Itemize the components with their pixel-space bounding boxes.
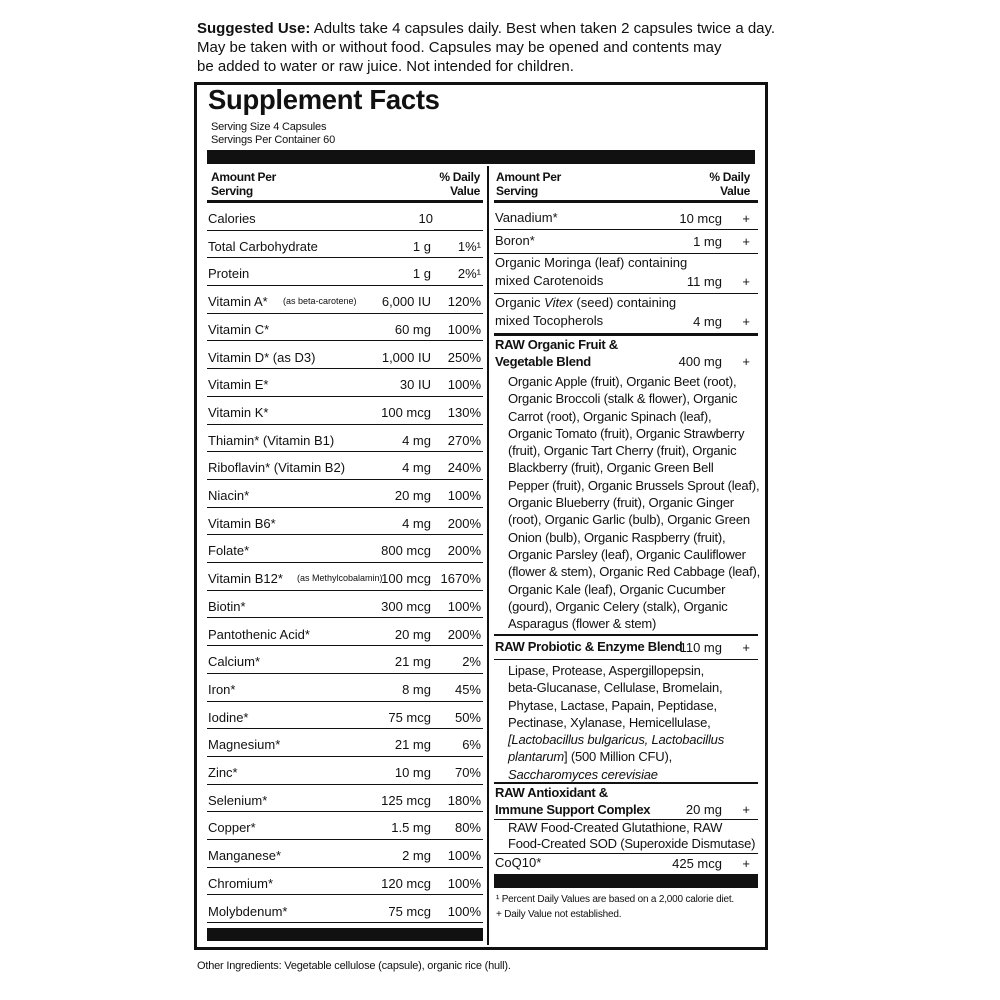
ingredient-line: Organic Kale (leaf), Organic Cucumber	[508, 581, 726, 597]
ingredient-line: Onion (bulb), Organic Raspberry (fruit),	[508, 529, 726, 545]
nutrient-row	[207, 619, 483, 647]
nutrient-daily-value: 100%	[447, 377, 481, 393]
nutrient-daily-value: 240%	[447, 460, 481, 476]
nutrient-amount: 1.5 mg	[391, 820, 431, 836]
nutrient-amount: 800 mcg	[381, 543, 431, 559]
ingredient-line: RAW Food-Created Glutathione, RAW	[508, 820, 723, 835]
nutrient-row	[207, 757, 483, 785]
nutrient-name: Biotin*	[208, 598, 246, 614]
nutrient-amount: 100 mcg	[381, 404, 431, 420]
nutrient-row	[207, 258, 483, 286]
nutrient-note: (as beta-carotene)	[283, 296, 357, 307]
nutrient-row	[207, 702, 483, 730]
nutrient-amount: 300 mcg	[381, 598, 431, 614]
nutrient-amount: 75 mcg	[388, 903, 431, 919]
ingredient-line: (flower & stem), Organic Red Cabbage (leaf),	[508, 564, 761, 580]
right-header-dv: % Daily Value	[709, 170, 750, 198]
nutrient-daily-value: 130%	[447, 404, 481, 420]
servings-per-container: Servings Per Container 60	[211, 134, 336, 146]
nutrient-note: (as Methylcobalamin)	[297, 573, 383, 584]
suggested-use-line-2: May be taken with or without food. Capsules may be opened and contents may	[197, 39, 722, 56]
other-ingredients: Other Ingredients: Vegetable cellulose (capsule), organic rice (hull).	[197, 960, 511, 972]
nutrient-name: Calories	[208, 211, 256, 226]
nutrient-daily-value: 180%	[447, 792, 481, 808]
nutrient-amount: 125 mcg	[381, 792, 431, 808]
serving-size: Serving Size 4 Capsules	[211, 121, 327, 133]
left-bottom-bar	[207, 928, 483, 941]
nutrient-amount: 10	[418, 211, 433, 226]
nutrient-name: Vitamin A*	[208, 294, 268, 310]
nutrient-name: Calcium*	[208, 654, 261, 670]
nutrient-amount: 100 mcg	[381, 571, 431, 587]
ingredient-line: Organic Tomato (fruit), Organic Strawberry	[508, 425, 745, 441]
top-thick-bar	[207, 150, 755, 164]
nutrient-name: Magnesium*	[208, 737, 281, 753]
nutrient-amount: 75 mcg	[388, 709, 431, 725]
nutrient-row	[207, 231, 483, 259]
nutrient-name: Vitamin E*	[208, 377, 269, 393]
right-header-amount: Amount Per Serving	[496, 170, 562, 198]
ingredient-line: Pectinase, Xylanase, Hemicellulase,	[508, 714, 711, 730]
nutrient-name: Vitamin K*	[208, 404, 269, 420]
ingredient-line: beta-Glucanase, Cellulase, Bromelain,	[508, 680, 723, 696]
nutrient-row	[207, 896, 483, 924]
ingredient-line: (fruit), Organic Tart Cherry (fruit), Organic	[508, 443, 737, 459]
nutrient-amount: 4 mg	[402, 460, 431, 476]
nutrient-amount: 21 mg	[394, 654, 431, 670]
nutrient-amount: 4 mg	[402, 432, 431, 448]
nutrient-name: Zinc*	[208, 765, 238, 780]
nutrient-name: Thiamin* (Vitamin B1)	[208, 432, 335, 448]
nutrient-amount: 6,000 IU	[381, 294, 431, 310]
ingredient-line: Organic Broccoli (stalk & flower), Organic	[508, 391, 738, 407]
ingredient-line: Asparagus (flower & stem)	[508, 616, 657, 632]
nutrient-row	[207, 535, 483, 563]
nutrient-row	[207, 591, 483, 619]
ingredient-line: Organic Parsley (leaf), Organic Cauliflower	[508, 546, 746, 562]
nutrient-row	[207, 480, 483, 508]
nutrient-name: Riboflavin* (Vitamin B2)	[208, 460, 346, 476]
nutrient-name: Manganese*	[208, 848, 281, 864]
suggested-use-line-1: Adults take 4 capsules daily. Best when taken 2 capsules twice a day.	[313, 20, 776, 37]
ingredient-line: Food-Created SOD (Superoxide Dismutase)	[508, 836, 756, 851]
row-vitex: Organic Vitex (seed) containing mixed Tocopherols 4 mg +	[494, 294, 758, 334]
nutrient-row	[207, 397, 483, 425]
nutrient-name: Vitamin B6*	[208, 515, 276, 531]
footnote-percent: ¹ Percent Daily Values are based on a 2,000 calorie diet.	[496, 894, 735, 905]
right-bottom-bar	[494, 874, 758, 888]
nutrient-amount: 60 mg	[394, 321, 431, 337]
ingredient-line: Organic Blueberry (fruit), Organic Ginger	[508, 495, 734, 511]
row-coq10: CoQ10* 425 mcg +	[495, 855, 750, 871]
ingredient-line: Carrot (root), Organic Spinach (leaf),	[508, 408, 712, 424]
nutrient-daily-value: 1%¹	[457, 238, 481, 254]
nutrient-amount: 30 IU	[399, 377, 431, 393]
ingredient-line: (gourd), Organic Celery (stalk), Organic	[508, 598, 728, 614]
nutrient-row	[207, 425, 483, 453]
nutrient-daily-value: 270%	[447, 432, 481, 448]
nutrient-row	[207, 674, 483, 702]
nutrient-daily-value: 100%	[447, 488, 481, 503]
nutrient-row	[207, 342, 483, 370]
nutrient-row	[207, 286, 483, 314]
fruit-blend-ingredients	[508, 373, 764, 632]
nutrient-daily-value: 200%	[447, 543, 481, 559]
nutrient-daily-value: 2%¹	[457, 266, 481, 282]
left-header-amount: Amount Per Serving	[211, 170, 277, 198]
left-header-dv: % Daily Value	[439, 170, 480, 198]
nutrient-row	[207, 508, 483, 536]
column-divider	[487, 166, 489, 945]
nutrient-name: Iodine*	[208, 709, 249, 725]
nutrient-amount: 21 mg	[394, 737, 431, 753]
nutrient-row	[207, 646, 483, 674]
row-antioxidant: RAW Antioxidant & Immune Support Complex 20 mg +	[494, 784, 758, 820]
ingredient-line: Lipase, Protease, Aspergillopepsin,	[508, 663, 705, 678]
row-vanadium: Vanadium* 10 mcg +	[494, 203, 758, 230]
probiotic-ingredients: Lipase, Protease, Aspergillopepsin, beta-Glucanase, Cellulase, Bromelain, Phytase, Lactase, Papain, Peptidase, Pectinase, Xylanase, Hemicellulase, [Lactobacillus bulgaricus, Lactobacillus plantarum] (500 Million CFU), Saccharomyces cerevisiae	[508, 662, 764, 783]
nutrient-name: Copper*	[208, 820, 256, 836]
nutrient-amount: 2 mg	[402, 848, 431, 864]
nutrient-daily-value: 120%	[447, 294, 481, 310]
nutrient-row	[207, 785, 483, 813]
nutrient-daily-value: 100%	[447, 875, 481, 891]
nutrient-name: Total Carbohydrate	[208, 238, 318, 254]
nutrient-row	[207, 203, 483, 231]
nutrient-row	[207, 868, 483, 896]
nutrient-name: Chromium*	[208, 875, 274, 891]
nutrient-daily-value: 6%	[462, 737, 481, 753]
nutrient-amount: 1,000 IU	[381, 349, 431, 365]
nutrient-row	[207, 812, 483, 840]
nutrient-amount: 1 g	[412, 266, 431, 282]
supplement-facts-title: Supplement Facts	[208, 84, 440, 115]
nutrient-daily-value: 2%	[462, 654, 481, 670]
nutrient-daily-value: 100%	[447, 903, 481, 919]
nutrient-name: Pantothenic Acid*	[208, 626, 310, 642]
nutrient-name: Vitamin D* (as D3)	[208, 349, 316, 365]
nutrient-row	[207, 563, 483, 591]
nutrient-name: Molybdenum*	[208, 903, 288, 919]
row-fruit-blend: RAW Organic Fruit & Vegetable Blend 400 mg +	[495, 337, 750, 369]
suggested-use	[197, 19, 787, 76]
nutrient-name: Folate*	[208, 543, 250, 559]
row-boron: Boron* 1 mg +	[494, 230, 758, 254]
nutrient-name: Iron*	[208, 681, 236, 697]
ingredient-line: Phytase, Lactase, Papain, Peptidase,	[508, 697, 717, 713]
nutrient-name: Vitamin B12*	[208, 571, 283, 587]
antioxidant-ingredients	[508, 820, 764, 852]
nutrient-daily-value: 100%	[447, 598, 481, 614]
suggested-use-label: Suggested Use:	[197, 20, 311, 37]
nutrient-daily-value: 50%	[454, 709, 481, 725]
nutrient-daily-value: 80%	[454, 820, 481, 836]
nutrient-daily-value: 1670%	[440, 571, 481, 587]
nutrient-row	[207, 840, 483, 868]
nutrient-name: Selenium*	[208, 792, 268, 808]
nutrient-name: Niacin*	[208, 488, 250, 503]
nutrient-name: Protein	[208, 266, 250, 282]
nutrient-daily-value: 70%	[454, 765, 481, 780]
nutrient-amount: 4 mg	[402, 515, 431, 531]
nutrient-row	[207, 729, 483, 757]
nutrient-name: Vitamin C*	[208, 321, 270, 337]
ingredient-line: Blackberry (fruit), Organic Green Bell	[508, 460, 714, 476]
ingredient-line: Pepper (fruit), Organic Brussels Sprout (leaf),	[508, 477, 760, 493]
nutrient-daily-value: 200%	[447, 626, 481, 642]
nutrient-amount: 120 mcg	[381, 875, 431, 891]
nutrient-daily-value: 45%	[454, 681, 481, 697]
footnote-not-established: + Daily Value not established.	[496, 909, 622, 920]
row-probiotic: RAW Probiotic & Enzyme Blend 110 mg +	[494, 636, 758, 660]
nutrient-daily-value: 100%	[447, 321, 481, 337]
row-moringa: Organic Moringa (leaf) containing mixed Carotenoids 11 mg +	[494, 254, 758, 294]
ingredient-line: (root), Organic Garlic (bulb), Organic Green	[508, 512, 750, 528]
nutrient-row	[207, 314, 483, 342]
nutrient-amount: 1 g	[412, 238, 431, 254]
nutrient-amount: 10 mg	[394, 765, 431, 780]
suggested-use-line-3: be added to water or raw juice. Not intended for children.	[197, 58, 574, 75]
nutrient-daily-value: 200%	[447, 515, 481, 531]
nutrient-amount: 20 mg	[394, 626, 431, 642]
nutrient-daily-value: 250%	[447, 349, 481, 365]
nutrient-amount: 8 mg	[402, 681, 431, 697]
nutrient-daily-value: 100%	[447, 848, 481, 864]
nutrient-row	[207, 452, 483, 480]
nutrient-row	[207, 369, 483, 397]
nutrient-amount: 20 mg	[394, 488, 431, 503]
ingredient-line: Organic Apple (fruit), Organic Beet (root),	[508, 374, 737, 389]
